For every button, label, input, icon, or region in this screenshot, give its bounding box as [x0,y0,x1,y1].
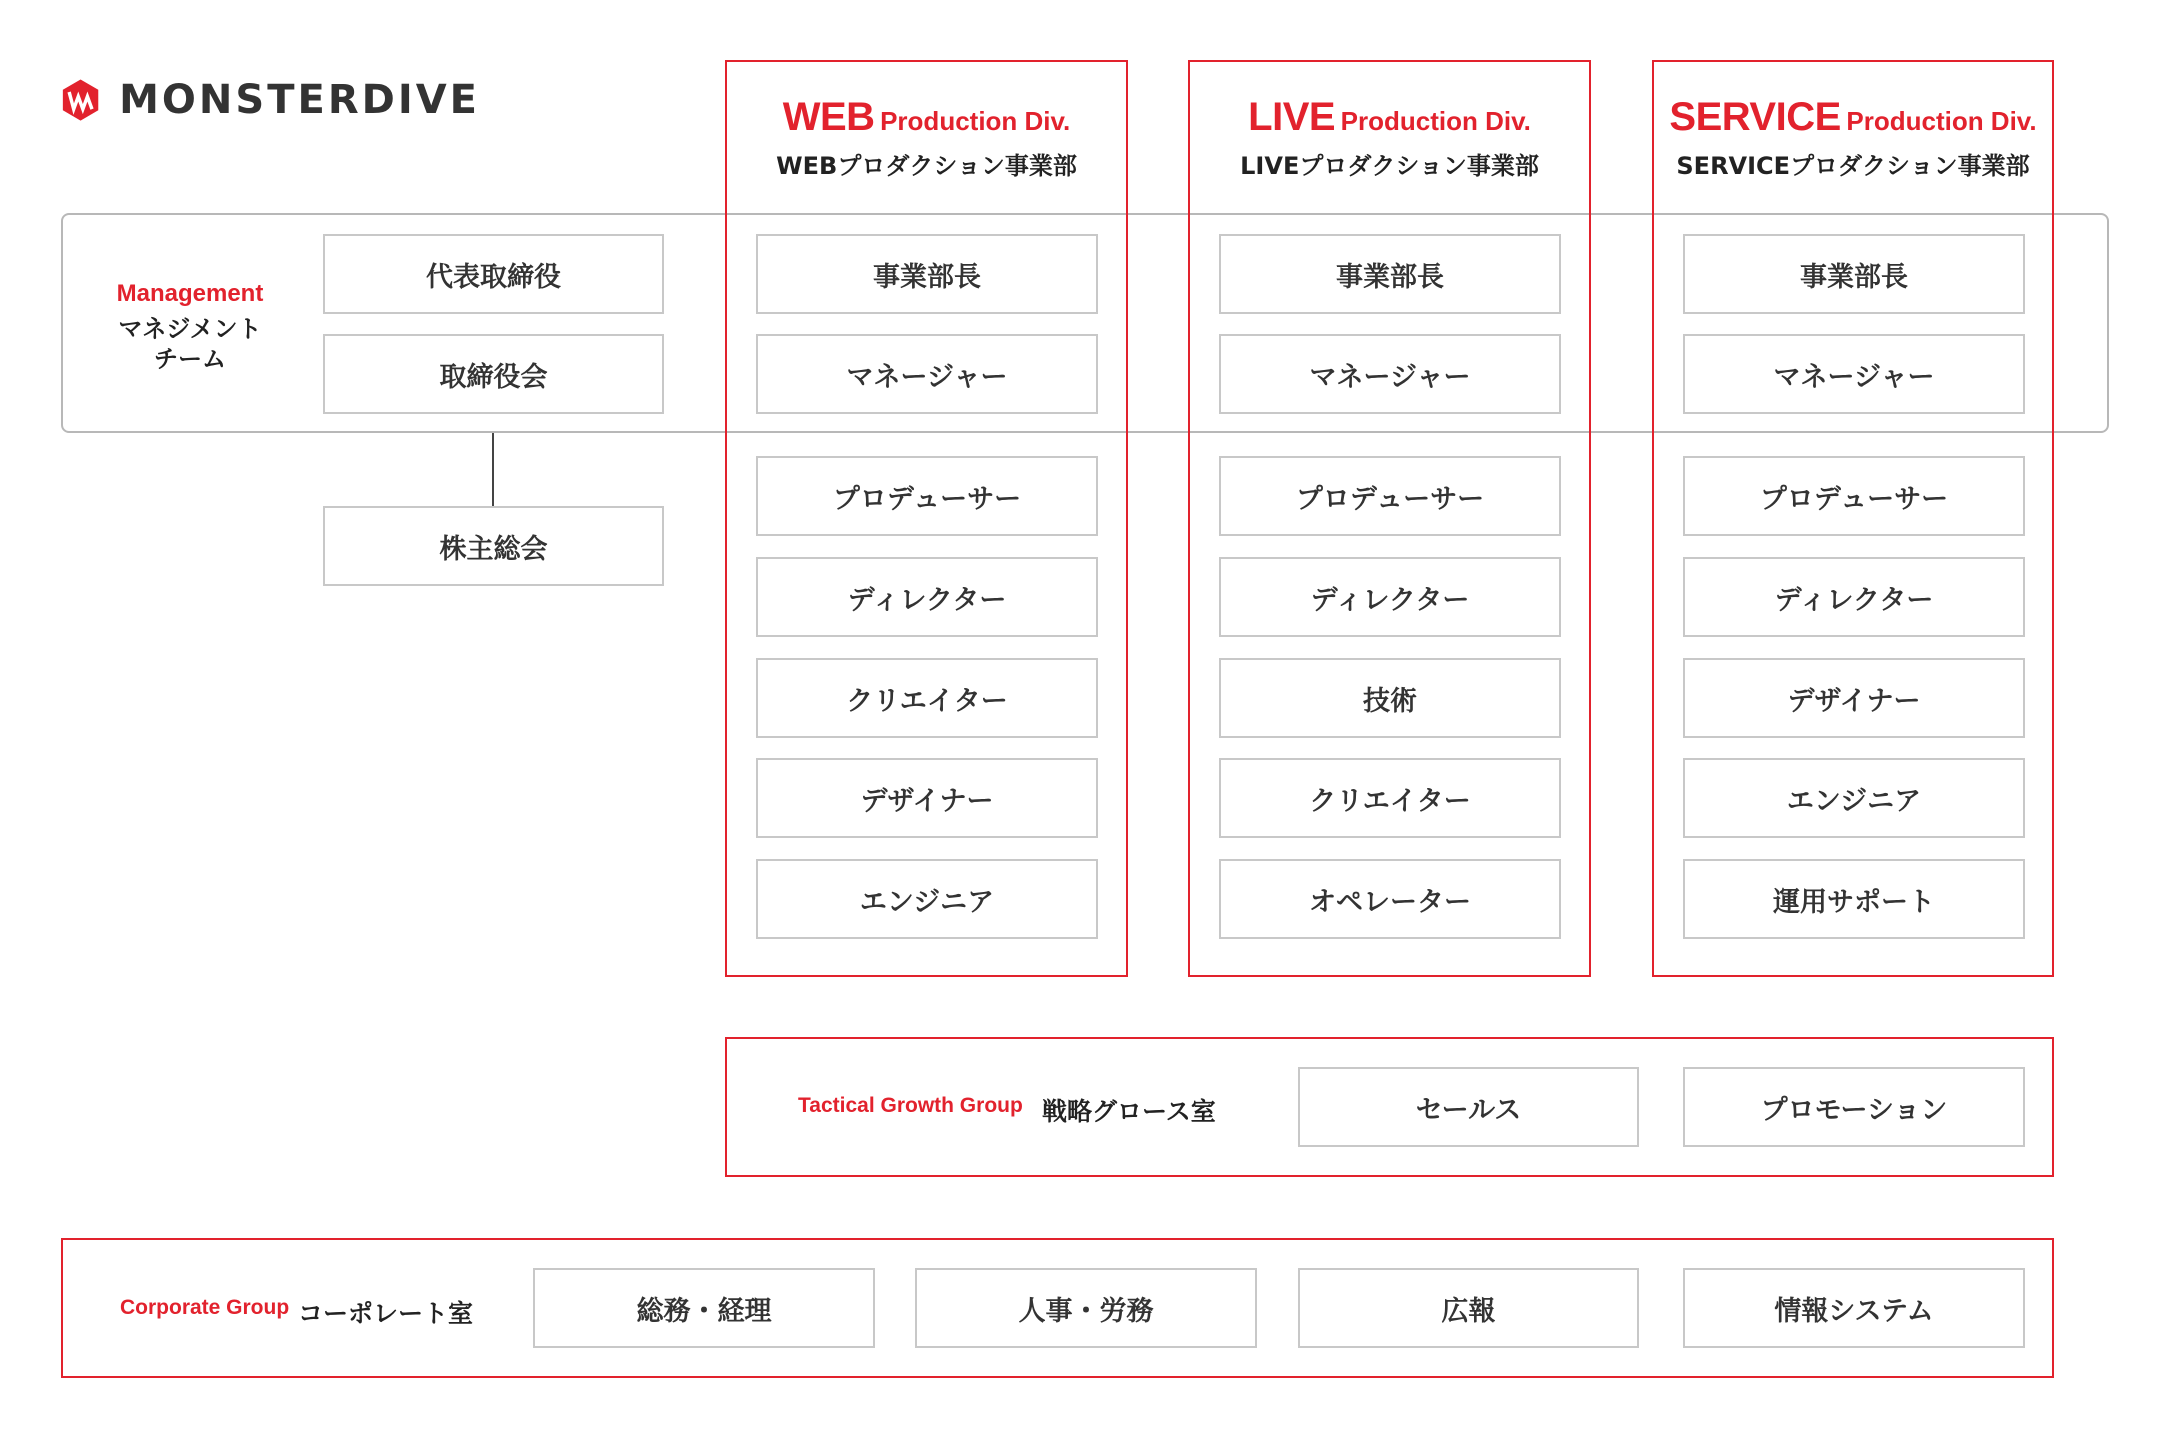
live-division-title-big: LIVE [1248,95,1336,139]
web-division-title-big: WEB [782,95,875,139]
management-label-en: Management [116,280,264,307]
company-name: MONSTERDIVE [119,77,480,123]
live-role-box: 技術 [1219,658,1561,738]
live-mgmt-role-box: 事業部長 [1219,234,1561,314]
service-mgmt-role-box: マネージャー [1683,334,2025,414]
web-mgmt-role-box: マネージャー [756,334,1098,414]
monsterdive-logo-icon [60,64,101,136]
service-division-title-small: Production Div. [1846,106,2037,136]
tactical-growth-group-label-en: Tactical Growth Group [798,1094,1023,1117]
tactical-group-item-box: セールス [1298,1067,1639,1147]
management-label [95,280,285,374]
connector-line [492,433,494,506]
service-division-title-big: SERVICE [1669,95,1841,139]
management-label-jp-1: マネジメント [118,315,262,343]
live-role-box: クリエイター [1219,758,1561,838]
service-division-title-jp: SERVICEプロダクション事業部 [1676,152,2030,180]
management-label-jp-2: チーム [154,345,226,373]
service-role-box: エンジニア [1683,758,2025,838]
web-division-title [725,95,1128,181]
shareholders-box: 株主総会 [323,506,664,586]
service-mgmt-role-box: 事業部長 [1683,234,2025,314]
service-role-box: プロデューサー [1683,456,2025,536]
service-role-box: デザイナー [1683,658,2025,738]
live-mgmt-role-box: マネージャー [1219,334,1561,414]
web-division-title-small: Production Div. [880,106,1071,136]
service-role-box: ディレクター [1683,557,2025,637]
web-role-box: ディレクター [756,557,1098,637]
company-logo [60,60,480,140]
corporate-group-item-box: 総務・経理 [533,1268,875,1348]
corporate-group-label-jp: コーポレート室 [298,1299,474,1328]
management-role-box: 取締役会 [323,334,664,414]
web-role-box: プロデューサー [756,456,1098,536]
corporate-group-label-en: Corporate Group [120,1296,290,1319]
web-role-box: デザイナー [756,758,1098,838]
service-role-box: 運用サポート [1683,859,2025,939]
web-mgmt-role-box: 事業部長 [756,234,1098,314]
tactical-group-item-box: プロモーション [1683,1067,2025,1147]
web-role-box: エンジニア [756,859,1098,939]
service-division-title [1652,95,2054,181]
live-division-title-jp: LIVEプロダクション事業部 [1240,152,1539,180]
live-role-box: ディレクター [1219,557,1561,637]
corporate-group-item-box: 広報 [1298,1268,1639,1348]
live-division-title [1188,95,1591,181]
live-role-box: オペレーター [1219,859,1561,939]
live-division-title-small: Production Div. [1340,106,1531,136]
tactical-growth-group-label-jp: 戦略グロース室 [1042,1097,1216,1126]
corporate-group-item-box: 人事・労務 [915,1268,1257,1348]
management-role-box: 代表取締役 [323,234,664,314]
live-role-box: プロデューサー [1219,456,1561,536]
web-role-box: クリエイター [756,658,1098,738]
web-division-title-jp: WEBプロダクション事業部 [776,152,1077,180]
corporate-group-item-box: 情報システム [1683,1268,2025,1348]
